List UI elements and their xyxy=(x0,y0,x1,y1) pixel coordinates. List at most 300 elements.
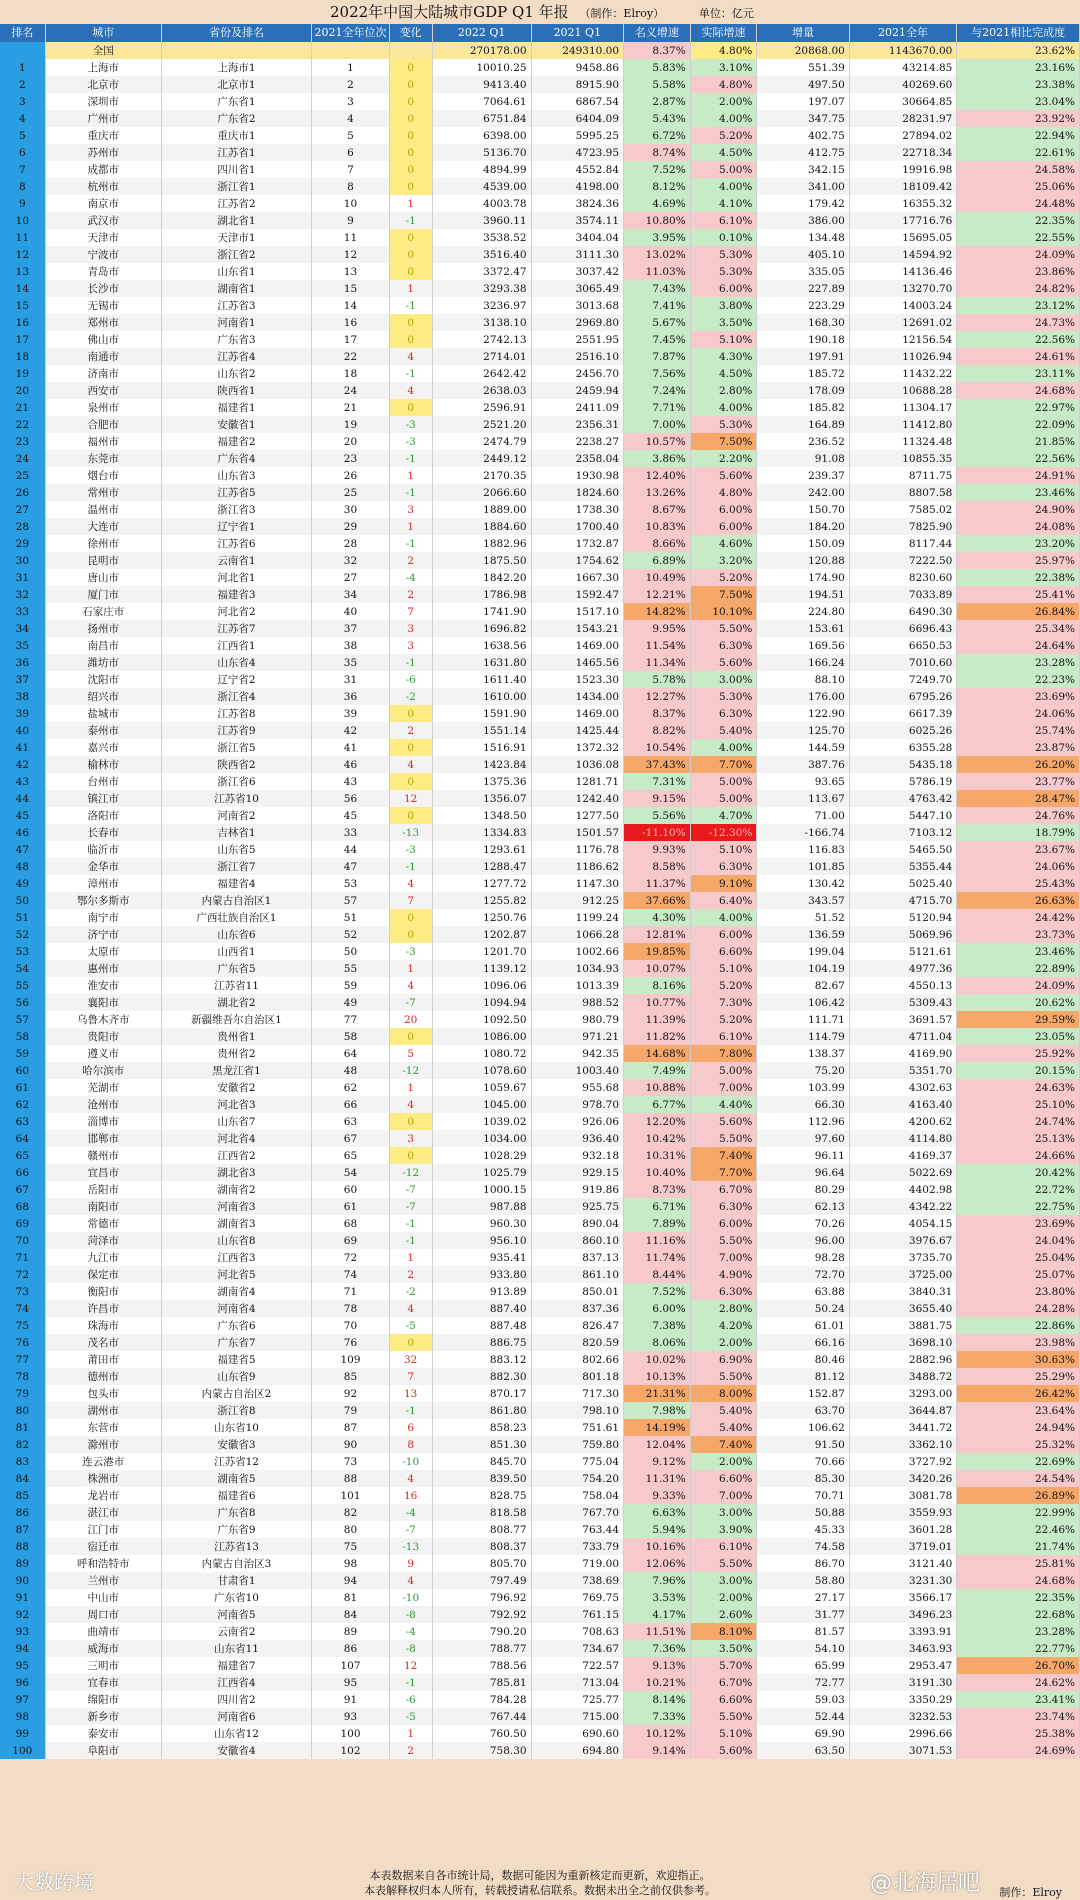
completion-cell: 20.15% xyxy=(957,1062,1080,1079)
province-cell: 山东省11 xyxy=(161,1640,312,1657)
province-cell: 福建省2 xyxy=(161,433,312,450)
rank2021-cell: 3 xyxy=(312,93,389,110)
increment-cell: 412.75 xyxy=(757,144,849,161)
table-row xyxy=(0,1538,1080,1555)
increment-cell: 82.67 xyxy=(757,977,849,994)
q1-2022-cell: 1025.79 xyxy=(432,1164,531,1181)
full2021-cell: 3881.75 xyxy=(849,1317,957,1334)
rank-cell: 9 xyxy=(0,195,45,212)
change-cell: -7 xyxy=(389,994,432,1011)
q1-2022-cell: 1638.56 xyxy=(432,637,531,654)
rank-cell: 4 xyxy=(0,110,45,127)
change-cell: 4 xyxy=(389,348,432,365)
rank2021-cell: 69 xyxy=(312,1232,389,1249)
rank2021-cell: 76 xyxy=(312,1334,389,1351)
province-cell: 甘肃省1 xyxy=(161,1572,312,1589)
header-cell: 增量 xyxy=(757,24,849,42)
city-cell: 湛江市 xyxy=(45,1504,161,1521)
rank-cell: 73 xyxy=(0,1283,45,1300)
q1-2021-cell: 1824.60 xyxy=(531,484,623,501)
completion-cell: 23.64% xyxy=(957,1402,1080,1419)
increment-cell: 80.29 xyxy=(757,1181,849,1198)
rank2021-cell: 38 xyxy=(312,637,389,654)
q1-2021-cell: 890.04 xyxy=(531,1215,623,1232)
real-growth-cell: 3.00% xyxy=(690,1504,757,1521)
city-cell: 无锡市 xyxy=(45,297,161,314)
city-cell: 长春市 xyxy=(45,824,161,841)
rank2021-cell: 4 xyxy=(312,110,389,127)
full2021-cell: 43214.85 xyxy=(849,59,957,76)
q1-2022-cell: 1884.60 xyxy=(432,518,531,535)
change-cell: 20 xyxy=(389,1011,432,1028)
change-cell: 2 xyxy=(389,1742,432,1759)
change-cell: -3 xyxy=(389,841,432,858)
real-growth-cell: 7.00% xyxy=(690,1249,757,1266)
completion-cell: 25.34% xyxy=(957,620,1080,637)
q1-2021-cell: 932.18 xyxy=(531,1147,623,1164)
city-cell: 宜春市 xyxy=(45,1674,161,1691)
nominal-growth-cell: 9.93% xyxy=(624,841,691,858)
q1-2022-cell: 1086.00 xyxy=(432,1028,531,1045)
city-cell: 泰安市 xyxy=(45,1725,161,1742)
full2021-cell: 17716.76 xyxy=(849,212,957,229)
nominal-growth-cell: 7.36% xyxy=(624,1640,691,1657)
increment-cell: 194.51 xyxy=(757,586,849,603)
real-growth-cell: 4.70% xyxy=(690,807,757,824)
rank2021-cell: 65 xyxy=(312,1147,389,1164)
q1-2022-cell: 7064.61 xyxy=(432,93,531,110)
change-cell: -3 xyxy=(389,416,432,433)
change-cell: 2 xyxy=(389,722,432,739)
table-row xyxy=(0,756,1080,773)
real-growth-cell: 4.00% xyxy=(690,909,757,926)
full2021-cell: 3081.78 xyxy=(849,1487,957,1504)
nominal-growth-cell: 12.81% xyxy=(624,926,691,943)
increment-cell: 185.72 xyxy=(757,365,849,382)
table-row xyxy=(0,637,1080,654)
change-cell: 32 xyxy=(389,1351,432,1368)
city-cell: 威海市 xyxy=(45,1640,161,1657)
real-growth-cell: 6.90% xyxy=(690,1351,757,1368)
header-cell: 排名 xyxy=(0,24,45,42)
full2021-cell: 15695.05 xyxy=(849,229,957,246)
province-cell: 河南省1 xyxy=(161,314,312,331)
completion-cell: 22.46% xyxy=(957,1521,1080,1538)
increment-cell: 72.70 xyxy=(757,1266,849,1283)
completion-cell: 24.63% xyxy=(957,1079,1080,1096)
completion-cell: 25.13% xyxy=(957,1130,1080,1147)
real-growth-cell: 3.20% xyxy=(690,552,757,569)
nominal-growth-cell: 10.16% xyxy=(624,1538,691,1555)
city-cell: 济南市 xyxy=(45,365,161,382)
nominal-growth-cell: 7.45% xyxy=(624,331,691,348)
rank2021-cell: 73 xyxy=(312,1453,389,1470)
nominal-growth-cell: 7.33% xyxy=(624,1708,691,1725)
q1-2021-cell: 722.57 xyxy=(531,1657,623,1674)
increment-cell: 106.42 xyxy=(757,994,849,1011)
completion-cell: 24.09% xyxy=(957,977,1080,994)
full2021-cell: 4169.90 xyxy=(849,1045,957,1062)
change-cell: 2 xyxy=(389,552,432,569)
province-cell: 广东省4 xyxy=(161,450,312,467)
nominal-growth-cell: 14.19% xyxy=(624,1419,691,1436)
nominal-growth-cell: 11.39% xyxy=(624,1011,691,1028)
q1-2021-cell: 3065.49 xyxy=(531,280,623,297)
increment-cell: 85.30 xyxy=(757,1470,849,1487)
nominal-growth-cell: 10.83% xyxy=(624,518,691,535)
rank-cell: 49 xyxy=(0,875,45,892)
real-growth-cell: 2.80% xyxy=(690,1300,757,1317)
completion-cell: 24.66% xyxy=(957,1147,1080,1164)
header-cell: 省份及排名 xyxy=(161,24,312,42)
province-cell: 山东省3 xyxy=(161,467,312,484)
province-cell: 安徽省1 xyxy=(161,416,312,433)
q1-2021-cell: 1066.28 xyxy=(531,926,623,943)
rank-cell: 38 xyxy=(0,688,45,705)
table-row xyxy=(0,331,1080,348)
city-cell: 太原市 xyxy=(45,943,161,960)
q1-2022-cell: 1551.14 xyxy=(432,722,531,739)
full2021-cell: 2996.66 xyxy=(849,1725,957,1742)
q1-2022-cell: 808.37 xyxy=(432,1538,531,1555)
real-growth-cell: 4.00% xyxy=(690,739,757,756)
real-growth-cell: 5.20% xyxy=(690,127,757,144)
table-row xyxy=(0,926,1080,943)
province-cell: 浙江省8 xyxy=(161,1402,312,1419)
full2021-cell: 4550.13 xyxy=(849,977,957,994)
nominal-growth-cell: 12.04% xyxy=(624,1436,691,1453)
change-cell: -8 xyxy=(389,1640,432,1657)
q1-2021-cell: 3574.11 xyxy=(531,212,623,229)
q1-2022-cell: 887.40 xyxy=(432,1300,531,1317)
q1-2021-cell: 971.21 xyxy=(531,1028,623,1045)
change-cell: 9 xyxy=(389,1555,432,1572)
province-cell: 云南省2 xyxy=(161,1623,312,1640)
province-cell: 江苏省10 xyxy=(161,790,312,807)
increment-cell: 101.85 xyxy=(757,858,849,875)
rank-cell: 94 xyxy=(0,1640,45,1657)
real-growth-cell: 5.30% xyxy=(690,688,757,705)
full2021-cell: 4977.36 xyxy=(849,960,957,977)
completion-cell: 23.12% xyxy=(957,297,1080,314)
rank-cell: 32 xyxy=(0,586,45,603)
rank-cell: 50 xyxy=(0,892,45,909)
province-cell: 江西省2 xyxy=(161,1147,312,1164)
q1-2022-cell: 2066.60 xyxy=(432,484,531,501)
nominal-growth-cell: 7.52% xyxy=(624,1283,691,1300)
q1-2021-cell: 5995.25 xyxy=(531,127,623,144)
q1-2021-cell: 1930.98 xyxy=(531,467,623,484)
province-cell: 广东省2 xyxy=(161,110,312,127)
change-cell: -1 xyxy=(389,1215,432,1232)
completion-cell: 22.38% xyxy=(957,569,1080,586)
total-real: 4.80% xyxy=(690,42,757,59)
full2021-cell: 6490.30 xyxy=(849,603,957,620)
table-row xyxy=(0,1572,1080,1589)
completion-cell: 24.09% xyxy=(957,246,1080,263)
increment-cell: 224.80 xyxy=(757,603,849,620)
rank-cell: 89 xyxy=(0,1555,45,1572)
rank-cell: 84 xyxy=(0,1470,45,1487)
increment-cell: 164.89 xyxy=(757,416,849,433)
increment-cell: 169.56 xyxy=(757,637,849,654)
full2021-cell: 5069.96 xyxy=(849,926,957,943)
change-cell: 0 xyxy=(389,76,432,93)
increment-cell: 66.16 xyxy=(757,1334,849,1351)
province-cell: 四川省2 xyxy=(161,1691,312,1708)
nominal-growth-cell: 3.53% xyxy=(624,1589,691,1606)
change-cell: 0 xyxy=(389,127,432,144)
rank2021-cell: 71 xyxy=(312,1283,389,1300)
full2021-cell: 11324.48 xyxy=(849,433,957,450)
table-row xyxy=(0,399,1080,416)
table-row xyxy=(0,875,1080,892)
full2021-cell: 3121.40 xyxy=(849,1555,957,1572)
full2021-cell: 3441.72 xyxy=(849,1419,957,1436)
change-cell: 0 xyxy=(389,144,432,161)
city-cell: 邯郸市 xyxy=(45,1130,161,1147)
watermark-right: @北海居吧 xyxy=(869,1871,980,1896)
rank-cell: 99 xyxy=(0,1725,45,1742)
table-row xyxy=(0,365,1080,382)
city-cell: 芜湖市 xyxy=(45,1079,161,1096)
q1-2022-cell: 3538.52 xyxy=(432,229,531,246)
table-row xyxy=(0,807,1080,824)
q1-2021-cell: 978.70 xyxy=(531,1096,623,1113)
q1-2021-cell: 769.75 xyxy=(531,1589,623,1606)
increment-cell: -166.74 xyxy=(757,824,849,841)
change-cell: 0 xyxy=(389,331,432,348)
increment-cell: 58.80 xyxy=(757,1572,849,1589)
real-growth-cell: 6.30% xyxy=(690,1198,757,1215)
increment-cell: 86.70 xyxy=(757,1555,849,1572)
city-cell: 扬州市 xyxy=(45,620,161,637)
table-row xyxy=(0,348,1080,365)
real-growth-cell: 2.00% xyxy=(690,1589,757,1606)
increment-cell: 122.90 xyxy=(757,705,849,722)
table-body xyxy=(0,42,1080,1759)
completion-cell: 25.32% xyxy=(957,1436,1080,1453)
q1-2022-cell: 1591.90 xyxy=(432,705,531,722)
increment-cell: 88.10 xyxy=(757,671,849,688)
province-cell: 江苏省4 xyxy=(161,348,312,365)
nominal-growth-cell: 6.00% xyxy=(624,1300,691,1317)
completion-cell: 24.62% xyxy=(957,1674,1080,1691)
city-cell: 沧州市 xyxy=(45,1096,161,1113)
real-growth-cell: 4.00% xyxy=(690,110,757,127)
full2021-cell: 14003.24 xyxy=(849,297,957,314)
province-cell: 浙江省7 xyxy=(161,858,312,875)
real-growth-cell: 3.10% xyxy=(690,59,757,76)
rank-cell: 86 xyxy=(0,1504,45,1521)
province-cell: 广东省5 xyxy=(161,960,312,977)
province-cell: 内蒙古自治区3 xyxy=(161,1555,312,1572)
q1-2022-cell: 1611.40 xyxy=(432,671,531,688)
completion-cell: 25.43% xyxy=(957,875,1080,892)
increment-cell: 98.28 xyxy=(757,1249,849,1266)
rank-cell: 62 xyxy=(0,1096,45,1113)
q1-2021-cell: 708.63 xyxy=(531,1623,623,1640)
real-growth-cell: 6.30% xyxy=(690,858,757,875)
real-growth-cell: 7.30% xyxy=(690,994,757,1011)
change-cell: 6 xyxy=(389,1419,432,1436)
table-row xyxy=(0,314,1080,331)
rank2021-cell: 9 xyxy=(312,212,389,229)
q1-2022-cell: 1875.50 xyxy=(432,552,531,569)
nominal-growth-cell: 6.77% xyxy=(624,1096,691,1113)
q1-2021-cell: 8915.90 xyxy=(531,76,623,93)
table-row xyxy=(0,1657,1080,1674)
nominal-growth-cell: 5.67% xyxy=(624,314,691,331)
increment-cell: 52.44 xyxy=(757,1708,849,1725)
change-cell: 0 xyxy=(389,926,432,943)
q1-2022-cell: 796.92 xyxy=(432,1589,531,1606)
q1-2021-cell: 2969.80 xyxy=(531,314,623,331)
province-cell: 北京市1 xyxy=(161,76,312,93)
rank2021-cell: 72 xyxy=(312,1249,389,1266)
rank-cell: 46 xyxy=(0,824,45,841)
table-row xyxy=(0,178,1080,195)
rank-cell: 72 xyxy=(0,1266,45,1283)
rank2021-cell: 102 xyxy=(312,1742,389,1759)
full2021-cell: 3840.31 xyxy=(849,1283,957,1300)
nominal-growth-cell: 37.66% xyxy=(624,892,691,909)
change-cell: 4 xyxy=(389,382,432,399)
province-cell: 福建省4 xyxy=(161,875,312,892)
q1-2021-cell: 1425.44 xyxy=(531,722,623,739)
full2021-cell: 5435.18 xyxy=(849,756,957,773)
rank2021-cell: 54 xyxy=(312,1164,389,1181)
rank-cell: 45 xyxy=(0,807,45,824)
real-growth-cell: 5.00% xyxy=(690,790,757,807)
rank-cell: 60 xyxy=(0,1062,45,1079)
q1-2021-cell: 717.30 xyxy=(531,1385,623,1402)
rank-cell: 78 xyxy=(0,1368,45,1385)
city-cell: 莆田市 xyxy=(45,1351,161,1368)
increment-cell: 178.09 xyxy=(757,382,849,399)
province-cell: 江苏省11 xyxy=(161,977,312,994)
table-row xyxy=(0,161,1080,178)
q1-2022-cell: 1139.12 xyxy=(432,960,531,977)
rank2021-cell: 79 xyxy=(312,1402,389,1419)
q1-2022-cell: 2714.01 xyxy=(432,348,531,365)
nominal-growth-cell: 19.85% xyxy=(624,943,691,960)
change-cell: -12 xyxy=(389,1062,432,1079)
rank2021-cell: 107 xyxy=(312,1657,389,1674)
change-cell: 3 xyxy=(389,637,432,654)
rank2021-cell: 78 xyxy=(312,1300,389,1317)
full2021-cell: 4054.15 xyxy=(849,1215,957,1232)
q1-2022-cell: 1255.82 xyxy=(432,892,531,909)
q1-2022-cell: 1096.06 xyxy=(432,977,531,994)
nominal-growth-cell: 2.87% xyxy=(624,93,691,110)
q1-2022-cell: 1348.50 xyxy=(432,807,531,824)
real-growth-cell: 6.00% xyxy=(690,1215,757,1232)
watermark-left: 大数跨境 xyxy=(14,1870,94,1894)
city-cell: 包头市 xyxy=(45,1385,161,1402)
nominal-growth-cell: 5.43% xyxy=(624,110,691,127)
completion-cell: 23.69% xyxy=(957,1215,1080,1232)
city-cell: 连云港市 xyxy=(45,1453,161,1470)
table-row xyxy=(0,1266,1080,1283)
q1-2022-cell: 788.77 xyxy=(432,1640,531,1657)
completion-cell: 21.85% xyxy=(957,433,1080,450)
q1-2021-cell: 929.15 xyxy=(531,1164,623,1181)
province-cell: 山东省1 xyxy=(161,263,312,280)
q1-2021-cell: 850.01 xyxy=(531,1283,623,1300)
table-row xyxy=(0,858,1080,875)
rank-cell: 26 xyxy=(0,484,45,501)
change-cell: -2 xyxy=(389,1283,432,1300)
table-row xyxy=(0,790,1080,807)
table-row xyxy=(0,1385,1080,1402)
change-cell: 13 xyxy=(389,1385,432,1402)
province-cell: 湖南省5 xyxy=(161,1470,312,1487)
nominal-growth-cell: 10.57% xyxy=(624,433,691,450)
table-row xyxy=(0,1079,1080,1096)
increment-cell: 144.59 xyxy=(757,739,849,756)
change-cell: -6 xyxy=(389,671,432,688)
q1-2022-cell: 1250.76 xyxy=(432,909,531,926)
q1-2021-cell: 2516.10 xyxy=(531,348,623,365)
q1-2021-cell: 861.10 xyxy=(531,1266,623,1283)
rank-cell: 81 xyxy=(0,1419,45,1436)
full2021-cell: 6025.26 xyxy=(849,722,957,739)
real-growth-cell: 4.50% xyxy=(690,144,757,161)
rank-cell: 55 xyxy=(0,977,45,994)
province-cell: 江西省4 xyxy=(161,1674,312,1691)
real-growth-cell: 4.00% xyxy=(690,178,757,195)
rank-cell: 42 xyxy=(0,756,45,773)
table-row xyxy=(0,433,1080,450)
table-row xyxy=(0,960,1080,977)
nominal-growth-cell: 8.14% xyxy=(624,1691,691,1708)
province-cell: 辽宁省2 xyxy=(161,671,312,688)
nominal-growth-cell: 7.43% xyxy=(624,280,691,297)
rank2021-cell: 86 xyxy=(312,1640,389,1657)
completion-cell: 25.92% xyxy=(957,1045,1080,1062)
q1-2021-cell: 1372.32 xyxy=(531,739,623,756)
real-growth-cell: 6.60% xyxy=(690,1470,757,1487)
full2021-cell: 7222.50 xyxy=(849,552,957,569)
completion-cell: 24.06% xyxy=(957,705,1080,722)
change-cell: -1 xyxy=(389,484,432,501)
rank-cell: 91 xyxy=(0,1589,45,1606)
completion-cell: 22.99% xyxy=(957,1504,1080,1521)
rank2021-cell: 57 xyxy=(312,892,389,909)
increment-cell: 80.46 xyxy=(757,1351,849,1368)
increment-cell: 150.09 xyxy=(757,535,849,552)
increment-cell: 62.13 xyxy=(757,1198,849,1215)
province-cell: 江苏省7 xyxy=(161,620,312,637)
increment-cell: 199.04 xyxy=(757,943,849,960)
q1-2021-cell: 1517.10 xyxy=(531,603,623,620)
change-cell: -6 xyxy=(389,1691,432,1708)
province-cell: 江西省1 xyxy=(161,637,312,654)
city-cell: 南宁市 xyxy=(45,909,161,926)
maker-label: 制作：Elroy xyxy=(999,1886,1062,1899)
completion-cell: 23.74% xyxy=(957,1708,1080,1725)
nominal-growth-cell: 10.21% xyxy=(624,1674,691,1691)
full2021-cell: 3232.53 xyxy=(849,1708,957,1725)
city-cell: 昆明市 xyxy=(45,552,161,569)
full2021-cell: 6617.39 xyxy=(849,705,957,722)
full2021-cell: 4763.42 xyxy=(849,790,957,807)
rank2021-cell: 42 xyxy=(312,722,389,739)
increment-cell: 185.82 xyxy=(757,399,849,416)
table-row xyxy=(0,552,1080,569)
real-growth-cell: 2.00% xyxy=(690,1453,757,1470)
